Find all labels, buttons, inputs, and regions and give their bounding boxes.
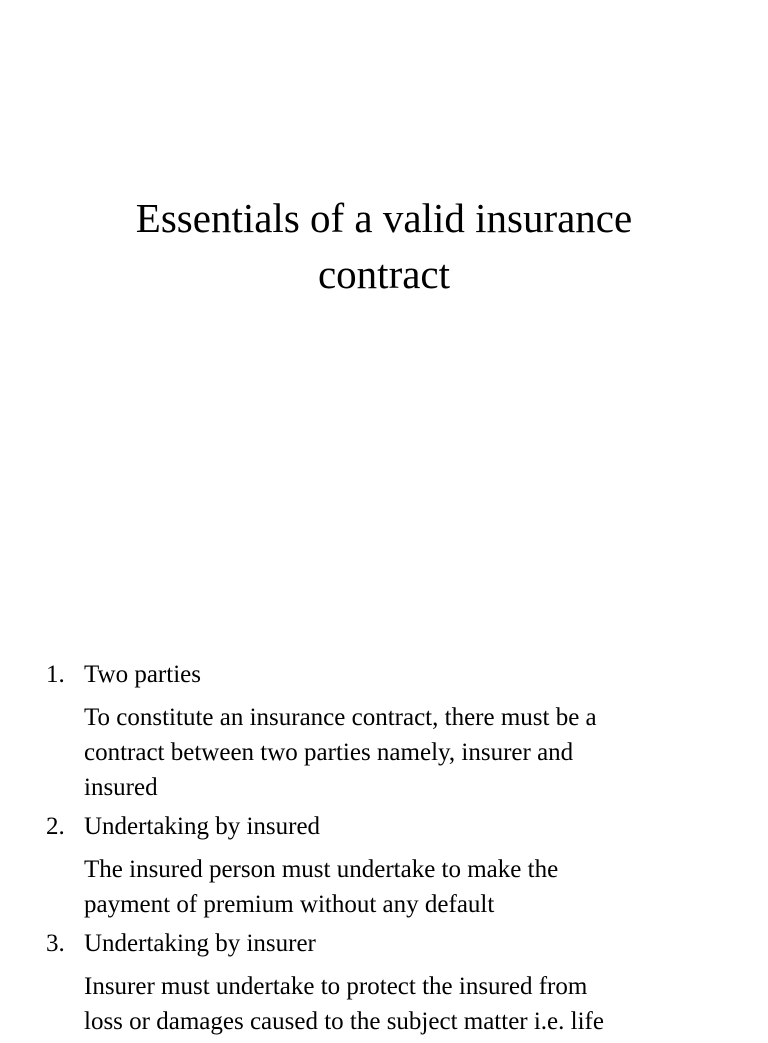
description-line: loss or damages caused to the subject matter i.e. life <box>84 1008 604 1035</box>
list-item <box>0 809 768 922</box>
item-description <box>0 969 768 1039</box>
description-line: contract between two parties namely, insurer and <box>84 739 574 766</box>
title-line-2: contract <box>317 251 451 297</box>
item-number: 3. <box>46 930 65 957</box>
list-item <box>0 657 768 805</box>
essentials-list <box>0 657 768 1043</box>
description-line: payment of premium without any default <box>84 891 495 918</box>
description-line: insured <box>84 774 158 801</box>
item-heading: Undertaking by insured <box>84 813 321 840</box>
item-heading: Undertaking by insurer <box>84 930 316 957</box>
item-number: 2. <box>46 813 65 840</box>
description-line: To constitute an insurance contract, there must be a <box>84 704 597 731</box>
item-heading: Two parties <box>84 661 201 688</box>
item-heading-row <box>0 657 768 693</box>
item-number: 1. <box>46 661 65 688</box>
title-line-1: Essentials of a valid insurance <box>135 195 633 241</box>
description-line: Insurer must undertake to protect the insured from <box>84 973 588 1000</box>
page-title <box>0 190 768 302</box>
item-heading-row <box>0 926 768 962</box>
item-heading-row <box>0 809 768 845</box>
description-line: The insured person must undertake to make the <box>84 856 559 883</box>
list-item <box>0 926 768 1039</box>
item-description <box>0 700 768 805</box>
item-description <box>0 852 768 922</box>
